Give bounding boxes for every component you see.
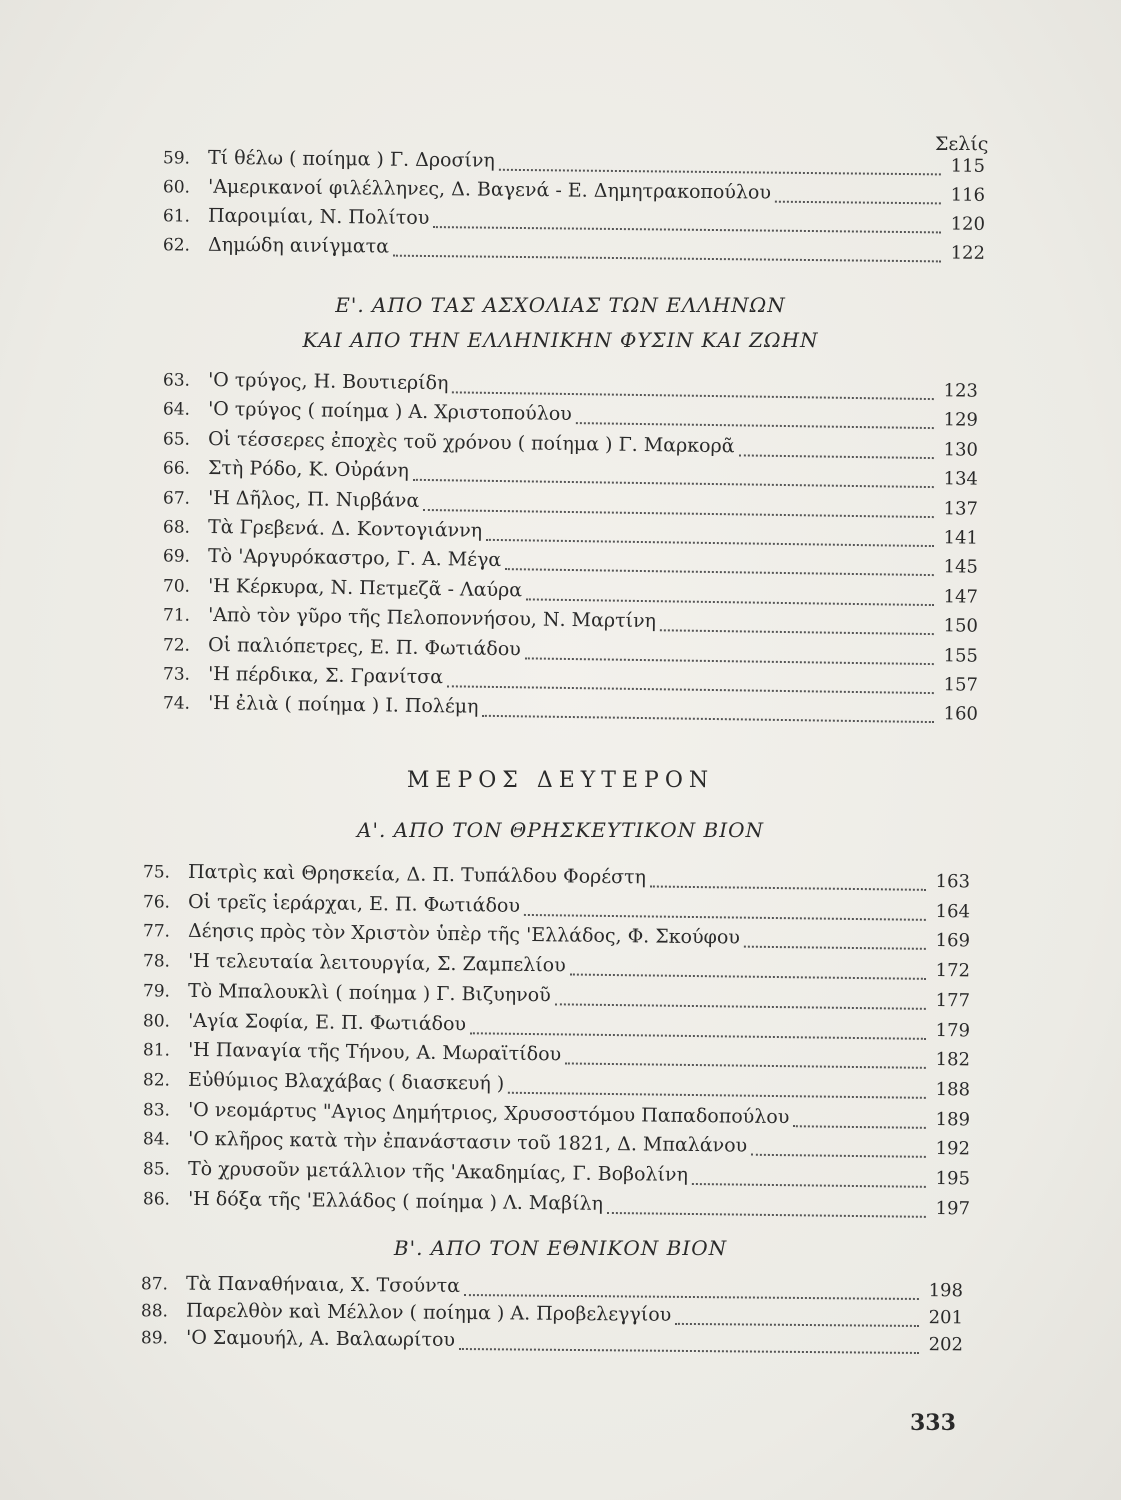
toc-entry-number: 78.	[142, 951, 171, 972]
toc-entry-number: 72.	[162, 634, 191, 656]
toc-entry-page: 150	[943, 615, 979, 637]
toc-entry-title: 'Αμερικανοί φιλέλληνες, Δ. Βαγενά - Ε. Δημητρακοπούλου	[207, 175, 772, 204]
part-heading: ΜΕΡΟΣ ΔΕΥΤΕΡΟΝ	[406, 768, 715, 793]
dot-leader	[482, 715, 933, 723]
toc-entry-title: Τὸ χρυσοῦν μετάλλιον τῆς 'Ακαδημίας, Γ. Βοβολίνη	[187, 1157, 689, 1186]
toc-entry-page: 157	[943, 674, 979, 696]
section-heading-b: Β'. ΑΠΟ ΤΟΝ ΕΘΝΙΚΟΝ ΒΙΟΝ	[393, 1236, 728, 1260]
toc-entry-page: 115	[950, 155, 986, 177]
toc-entry-number: 71.	[162, 605, 191, 626]
toc-entry-page: 137	[943, 497, 979, 520]
toc-entry-number: 80.	[142, 1010, 171, 1032]
toc-entry-number: 83.	[142, 1099, 171, 1121]
toc-entry-number: 59.	[162, 148, 191, 169]
toc-entry-page: 129	[943, 409, 979, 432]
dot-leader	[744, 946, 926, 950]
toc-entry-number: 86.	[142, 1188, 171, 1210]
toc-entry-title: Παροιμίαι, Ν. Πολίτου	[207, 204, 430, 230]
toc-entry-page: 163	[935, 870, 971, 893]
toc-entry-page: 197	[935, 1197, 971, 1220]
toc-entry-page: 172	[935, 960, 971, 982]
toc-entry-page: 122	[950, 242, 986, 264]
dot-leader	[555, 1003, 926, 1010]
toc-entry-title: Τὰ Γρεβενά. Δ. Κοντογιάννη	[207, 515, 483, 542]
dot-leader	[607, 1212, 926, 1218]
toc-entry-number: 60.	[162, 177, 191, 198]
toc-entry-number: 89.	[140, 1328, 169, 1349]
toc-entry-title: Οἱ παλιόπετρες, Ε. Π. Φωτιάδου	[207, 633, 521, 660]
toc-entry-page: 169	[935, 930, 971, 952]
toc-entry-title: Τὸ Μπαλουκλὶ ( ποίημα ) Γ. Βιζυηνοῦ	[187, 979, 551, 1007]
toc-entry-title: Τί θέλω ( ποίημα ) Γ. Δροσίνη	[207, 146, 495, 172]
toc-entry-title: Τὰ Παναθήναια, Χ. Τσούντα	[185, 1272, 461, 1297]
toc-entry-title: 'Η Δῆλος, Π. Νιρβάνα	[207, 486, 420, 512]
toc-entry-number: 75.	[142, 862, 171, 883]
toc-entry-number: 74.	[162, 693, 191, 715]
toc-entry-number: 85.	[142, 1159, 171, 1180]
toc-entry-page: 198	[928, 1280, 964, 1302]
toc-entry-title: Εὐθύμιος Βλαχάβας ( διασκευή )	[187, 1068, 505, 1095]
toc-entry-number: 66.	[162, 458, 191, 479]
dot-leader	[775, 201, 941, 205]
dot-leader	[525, 657, 934, 665]
toc-entry-title: 'Η δόξα τῆς 'Ελλάδος ( ποίημα ) Λ. Μαβίλη	[187, 1187, 604, 1215]
toc-entry-title: Παρελθὸν καὶ Μέλλον ( ποίημα ) Α. Προβελεγγίου	[185, 1299, 672, 1326]
toc-entry-title: 'Η τελευταία λειτουργία, Σ. Ζαμπελίου	[187, 949, 566, 977]
page-column-heading: Σελίς	[935, 133, 989, 155]
toc-entry-number: 84.	[142, 1129, 171, 1150]
toc-entry-page: 188	[935, 1078, 971, 1101]
toc-entry-page: 160	[943, 703, 979, 726]
toc-entry-page: 189	[935, 1108, 971, 1130]
dot-leader	[505, 568, 934, 576]
section-heading-a: Α'. ΑΠΟ ΤΟΝ ΘΡΗΣΚΕΥΤΙΚΟΝ ΒΙΟΝ	[357, 818, 764, 842]
toc-entry-title: 'Απὸ τὸν γῦρο τῆς Πελοποννήσου, Ν. Μαρτίνη	[207, 604, 657, 633]
toc-entry-title: 'Ο νεομάρτυς "Αγιος Δημήτριος, Χρυσοστόμου Παπαδοπούλου	[187, 1098, 790, 1128]
dot-leader	[565, 1063, 926, 1069]
toc-entry-title: Οἱ τρεῖς ἱεράρχαι, Ε. Π. Φωτιάδου	[187, 890, 521, 917]
toc-entry-page: 145	[943, 556, 979, 579]
dot-leader	[660, 629, 934, 635]
toc-entry-number: 76.	[142, 891, 171, 913]
toc-entry-number: 79.	[142, 981, 171, 1002]
dot-leader	[413, 479, 934, 488]
dot-leader	[459, 1348, 919, 1354]
toc-entry-title: 'Ο κλῆρος κατὰ τὴν ἐπανάστασιν τοῦ 1821, Δ. Μπαλάνου	[187, 1128, 748, 1157]
toc-entry-page: 202	[928, 1334, 964, 1356]
toc-entry-number: 69.	[162, 546, 191, 568]
toc-entry-page: 147	[943, 586, 979, 608]
toc-entry-number: 68.	[162, 517, 191, 538]
dot-leader	[570, 974, 926, 980]
toc-entry-number: 70.	[162, 576, 191, 597]
dot-leader	[526, 598, 934, 606]
dot-leader	[499, 169, 941, 176]
toc-entry-number: 88.	[140, 1301, 169, 1322]
toc-entry-title: 'Η Κέρκυρα, Ν. Πετμεζᾶ - Λαύρα	[207, 574, 523, 602]
toc-entry-page: 179	[935, 1019, 971, 1041]
toc-entry-number: 82.	[142, 1070, 171, 1091]
toc-entry-number: 77.	[142, 921, 171, 943]
toc-entry-page: 116	[950, 184, 986, 206]
toc-entry-page: 123	[943, 380, 979, 402]
toc-entry-page: 192	[935, 1138, 971, 1160]
toc-entry-title: 'Η πέρδικα, Σ. Γρανίτσα	[207, 662, 444, 689]
toc-entry-page: 164	[935, 900, 971, 923]
dot-leader	[393, 255, 941, 263]
page-number: 333	[910, 1410, 956, 1436]
toc-entry-page: 134	[943, 468, 979, 490]
dot-leader	[675, 1323, 919, 1327]
dot-leader	[447, 685, 934, 694]
toc-entry-number: 61.	[162, 206, 191, 227]
toc-entry-title: Τὸ 'Αργυρόκαστρο, Γ. Α. Μέγα	[207, 545, 502, 572]
toc-entry-number: 65.	[162, 429, 191, 450]
toc-entry-title: 'Η ἐλιὰ ( ποίημα ) Ι. Πολέμη	[207, 692, 479, 719]
dot-leader	[433, 226, 941, 233]
toc-entry-number: 87.	[140, 1274, 169, 1295]
toc-entry-title: 'Ο τρύγος ( ποίημα ) Α. Χριστοπούλου	[207, 398, 572, 426]
toc-entry-number: 81.	[142, 1040, 171, 1061]
toc-entry-page: 130	[943, 439, 979, 461]
dot-leader	[452, 391, 934, 400]
toc-entry-number: 64.	[162, 399, 191, 421]
toc-entry-page: 195	[935, 1167, 971, 1190]
dot-leader	[464, 1294, 919, 1300]
toc-entry-number: 73.	[162, 664, 191, 685]
dot-leader	[576, 422, 934, 429]
toc-entry-page: 141	[943, 527, 979, 549]
toc-entry-title: Δημώδη αινίγματα	[207, 233, 390, 258]
toc-entry-page: 177	[935, 989, 971, 1012]
toc-entry-number: 62.	[162, 235, 191, 256]
toc-entry-page: 182	[935, 1049, 971, 1071]
toc-entry-number: 63.	[162, 370, 191, 391]
dot-leader	[692, 1183, 926, 1188]
toc-entry-title: 'Ο τρύγος, Η. Βουτιερίδη	[207, 368, 449, 395]
toc-entry-number: 67.	[162, 487, 191, 509]
toc-entry-title: Πατρὶς καὶ Θρησκεία, Δ. Π. Τυπάλδου Φορέστη	[187, 860, 647, 889]
dot-leader	[650, 885, 926, 890]
dot-leader	[793, 1125, 926, 1129]
dot-leader	[508, 1092, 926, 1099]
section-heading-e-line2: ΚΑΙ ΑΠΟ ΤΗΝ ΕΛΛΗΝΙΚΗΝ ΦΥΣΙΝ ΚΑΙ ΖΩΗΝ	[302, 328, 819, 352]
toc-entry	[118, 1326, 963, 1361]
dot-leader	[738, 454, 933, 459]
dot-leader	[486, 539, 934, 547]
toc-entry-title: 'Αγία Σοφία, Ε. Π. Φωτιάδου	[187, 1009, 467, 1035]
toc-entry-title: Στὴ Ρόδο, Κ. Οὐράνη	[207, 457, 410, 482]
section-heading-e-line1: Ε'. ΑΠΟ ΤΑΣ ΑΣΧΟΛΙΑΣ ΤΩΝ ΕΛΛΗΝΩΝ	[335, 293, 786, 317]
dot-leader	[524, 914, 926, 921]
toc-entry-title: 'Η Παναγία τῆς Τήνου, Α. Μωραϊτίδου	[187, 1039, 562, 1066]
toc-entry-page: 120	[950, 213, 986, 235]
toc-entry-title: Οἱ τέσσερες ἐποχὲς τοῦ χρόνου ( ποίημα ) Γ. Μαρκορᾶ	[207, 427, 735, 458]
toc-entry-page: 201	[928, 1307, 964, 1329]
dot-leader	[751, 1154, 926, 1158]
toc-entry-page: 155	[943, 644, 979, 667]
dot-leader	[423, 509, 934, 518]
dot-leader	[470, 1032, 926, 1040]
toc-entry-title: Δέησις πρὸς τὸν Χριστὸν ὑπὲρ τῆς 'Ελλάδος, Φ. Σκούφου	[187, 920, 741, 949]
toc-entry-title: 'Ο Σαμουήλ, Α. Βαλαωρίτου	[185, 1326, 456, 1351]
